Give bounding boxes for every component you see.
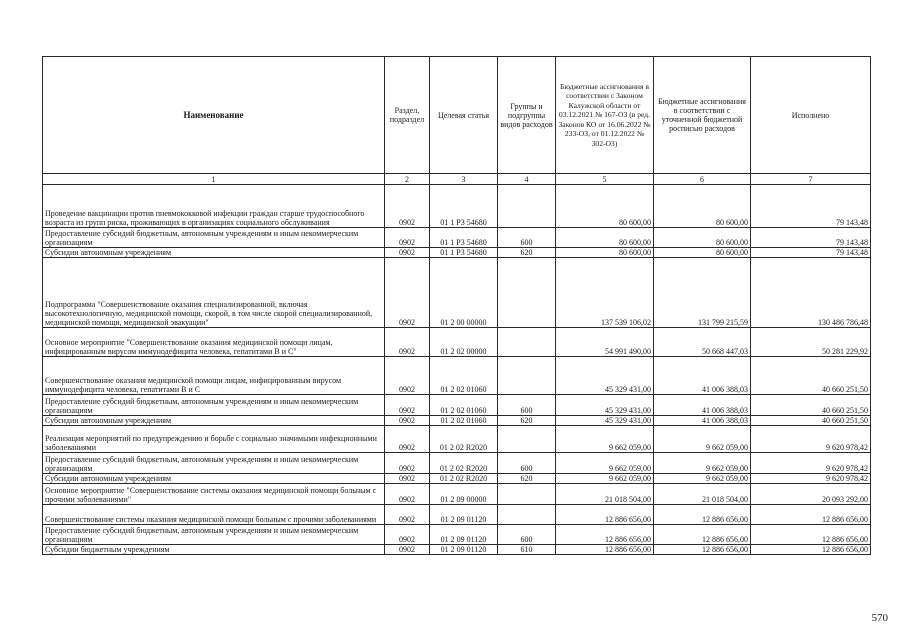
row-target-article: 01 1 P3 54680	[430, 185, 498, 228]
row-executed: 9 620 978,42	[751, 474, 871, 484]
table-header	[43, 57, 871, 185]
row-expense-group: 620	[498, 416, 556, 426]
row-law-allocation: 137 539 106,02	[556, 258, 654, 328]
row-law-allocation: 9 662 059,00	[556, 426, 654, 453]
row-executed: 79 143,48	[751, 185, 871, 228]
row-name: Субсидии бюджетным учреждениям	[43, 545, 385, 555]
row-refined-allocation: 9 662 059,00	[654, 453, 751, 474]
row-executed: 40 660 251,50	[751, 416, 871, 426]
row-refined-allocation: 41 006 388,03	[654, 357, 751, 395]
row-expense-group	[498, 185, 556, 228]
row-target-article: 01 2 09 01120	[430, 505, 498, 525]
row-section: 0902	[385, 357, 430, 395]
row-section: 0902	[385, 328, 430, 357]
row-refined-allocation: 80 600,00	[654, 248, 751, 258]
row-expense-group: 600	[498, 228, 556, 248]
row-refined-allocation: 41 006 388,03	[654, 395, 751, 416]
row-executed: 79 143,48	[751, 248, 871, 258]
row-refined-allocation: 9 662 059,00	[654, 474, 751, 484]
column-number: 6	[654, 174, 751, 185]
header-section: Раздел, подраздел	[385, 57, 430, 174]
row-law-allocation: 12 886 656,00	[556, 545, 654, 555]
row-expense-group: 620	[498, 248, 556, 258]
row-name: Проведение вакцинации против пневмококковой инфекции граждан старше трудоспособного возраста из групп риска, проживающих в организациях социального обслуживания	[43, 185, 385, 228]
budget-table-sheet	[42, 56, 870, 555]
header-refined-allocations: Бюджетные ассигнования в соответствии с уточненной бюджетной росписью расходов	[654, 57, 751, 174]
row-refined-allocation: 21 018 504,00	[654, 484, 751, 505]
table-row	[43, 258, 871, 328]
row-expense-group: 610	[498, 545, 556, 555]
row-name: Реализация мероприятий по предупреждению и борьбе с социально значимыми инфекционными заболеваниями	[43, 426, 385, 453]
column-number-row	[43, 174, 871, 185]
row-section: 0902	[385, 505, 430, 525]
column-number: 1	[43, 174, 385, 185]
row-name: Предоставление субсидий бюджетным, автономным учреждениям и иным некоммерческим организациям	[43, 395, 385, 416]
row-name: Совершенствование системы оказания медицинской помощи больным с прочими заболеваниями	[43, 505, 385, 525]
table-row	[43, 228, 871, 248]
row-name: Предоставление субсидий бюджетным, автономным учреждениям и иным некоммерческим организациям	[43, 453, 385, 474]
row-target-article: 01 2 02 01060	[430, 395, 498, 416]
table-row	[43, 395, 871, 416]
row-expense-group	[498, 258, 556, 328]
row-refined-allocation: 131 799 215,59	[654, 258, 751, 328]
row-target-article: 01 2 09 01120	[430, 545, 498, 555]
row-law-allocation: 80 600,00	[556, 248, 654, 258]
row-expense-group	[498, 505, 556, 525]
row-executed: 12 886 656,00	[751, 545, 871, 555]
row-executed: 9 620 978,42	[751, 426, 871, 453]
row-law-allocation: 45 329 431,00	[556, 395, 654, 416]
row-expense-group	[498, 426, 556, 453]
row-name: Предоставление субсидий бюджетным, автономным учреждениям и иным некоммерческим организациям	[43, 525, 385, 545]
row-name: Основное мероприятие "Совершенствование системы оказания медицинской помощи больным с прочими заболеваниями"	[43, 484, 385, 505]
row-section: 0902	[385, 416, 430, 426]
table-row	[43, 328, 871, 357]
row-law-allocation: 21 018 504,00	[556, 484, 654, 505]
table-row	[43, 474, 871, 484]
row-name: Подпрограмма "Совершенствование оказания специализированной, включая высокотехнологичную, медицинской помощи, скорой, в том числе скорой специализированной, медицинской помощи, медицинской эвакуации"	[43, 258, 385, 328]
row-section: 0902	[385, 395, 430, 416]
row-law-allocation: 80 600,00	[556, 228, 654, 248]
row-section: 0902	[385, 248, 430, 258]
table-row	[43, 416, 871, 426]
row-law-allocation: 9 662 059,00	[556, 474, 654, 484]
table-row	[43, 185, 871, 228]
row-section: 0902	[385, 453, 430, 474]
row-law-allocation: 45 329 431,00	[556, 357, 654, 395]
row-section: 0902	[385, 228, 430, 248]
row-target-article: 01 2 09 00000	[430, 484, 498, 505]
page-number: 570	[871, 612, 888, 624]
header-target: Целевая статья	[430, 57, 498, 174]
row-refined-allocation: 12 886 656,00	[654, 505, 751, 525]
row-executed: 50 281 229,92	[751, 328, 871, 357]
row-target-article: 01 2 00 00000	[430, 258, 498, 328]
row-expense-group: 600	[498, 525, 556, 545]
column-number: 2	[385, 174, 430, 185]
row-executed: 130 486 786,48	[751, 258, 871, 328]
row-law-allocation: 12 886 656,00	[556, 505, 654, 525]
row-target-article: 01 2 09 01120	[430, 525, 498, 545]
row-executed: 12 886 656,00	[751, 505, 871, 525]
row-target-article: 01 2 02 R2020	[430, 426, 498, 453]
row-refined-allocation: 50 668 447,03	[654, 328, 751, 357]
row-refined-allocation: 12 886 656,00	[654, 545, 751, 555]
table-body	[43, 185, 871, 555]
row-name: Предоставление субсидий бюджетным, автономным учреждениям и иным некоммерческим организациям	[43, 228, 385, 248]
table-row	[43, 248, 871, 258]
row-section: 0902	[385, 545, 430, 555]
table-row	[43, 545, 871, 555]
row-law-allocation: 9 662 059,00	[556, 453, 654, 474]
row-executed: 12 886 656,00	[751, 525, 871, 545]
header-executed: Исполнено	[751, 57, 871, 174]
table-row	[43, 426, 871, 453]
row-section: 0902	[385, 258, 430, 328]
row-target-article: 01 2 02 R2020	[430, 474, 498, 484]
table-row	[43, 357, 871, 395]
row-executed: 40 660 251,50	[751, 357, 871, 395]
row-refined-allocation: 12 886 656,00	[654, 525, 751, 545]
header-law-allocations: Бюджетные ассигнования в соответствии с Законом Калужской области от 03.12.2021 № 167-ОЗ (в ред. Законов КО от 16.06.2022 № 233-ОЗ, от 01.12.2022 № 302-ОЗ)	[556, 57, 654, 174]
row-expense-group	[498, 328, 556, 357]
column-number: 5	[556, 174, 654, 185]
row-target-article: 01 2 02 00000	[430, 328, 498, 357]
header-name: Наименование	[43, 57, 385, 174]
row-expense-group: 620	[498, 474, 556, 484]
row-expense-group: 600	[498, 453, 556, 474]
row-section: 0902	[385, 474, 430, 484]
column-number: 3	[430, 174, 498, 185]
row-expense-group	[498, 357, 556, 395]
table-row	[43, 525, 871, 545]
row-section: 0902	[385, 484, 430, 505]
row-section: 0902	[385, 426, 430, 453]
row-expense-group: 600	[498, 395, 556, 416]
row-target-article: 01 2 02 01060	[430, 416, 498, 426]
row-name: Субсидии автономным учреждениям	[43, 474, 385, 484]
row-name: Основное мероприятие "Совершенствование оказания медицинской помощи лицам, инфицированным вирусом иммунодефицита человека, гепатитами B и C"	[43, 328, 385, 357]
row-target-article: 01 2 02 R2020	[430, 453, 498, 474]
row-refined-allocation: 80 600,00	[654, 228, 751, 248]
row-executed: 9 620 978,42	[751, 453, 871, 474]
row-law-allocation: 54 991 490,00	[556, 328, 654, 357]
row-expense-group	[498, 484, 556, 505]
row-section: 0902	[385, 525, 430, 545]
table-row	[43, 453, 871, 474]
row-name: Совершенствование оказания медицинской помощи лицам, инфицированным вирусом иммунодефицита человека, гепатитами B и C	[43, 357, 385, 395]
row-law-allocation: 45 329 431,00	[556, 416, 654, 426]
row-refined-allocation: 41 006 388,03	[654, 416, 751, 426]
row-executed: 40 660 251,50	[751, 395, 871, 416]
row-refined-allocation: 80 600,00	[654, 185, 751, 228]
header-groups: Группы и подгруппы видов расходов	[498, 57, 556, 174]
row-name: Субсидии автономным учреждениям	[43, 248, 385, 258]
row-name: Субсидии автономным учреждениям	[43, 416, 385, 426]
row-target-article: 01 2 02 01060	[430, 357, 498, 395]
row-refined-allocation: 9 662 059,00	[654, 426, 751, 453]
table-row	[43, 505, 871, 525]
row-executed: 79 143,48	[751, 228, 871, 248]
column-number: 4	[498, 174, 556, 185]
budget-table	[42, 56, 871, 555]
row-target-article: 01 1 P3 54680	[430, 248, 498, 258]
row-law-allocation: 12 886 656,00	[556, 525, 654, 545]
row-law-allocation: 80 600,00	[556, 185, 654, 228]
table-row	[43, 484, 871, 505]
row-target-article: 01 1 P3 54680	[430, 228, 498, 248]
row-section: 0902	[385, 185, 430, 228]
row-executed: 20 093 292,00	[751, 484, 871, 505]
column-number: 7	[751, 174, 871, 185]
